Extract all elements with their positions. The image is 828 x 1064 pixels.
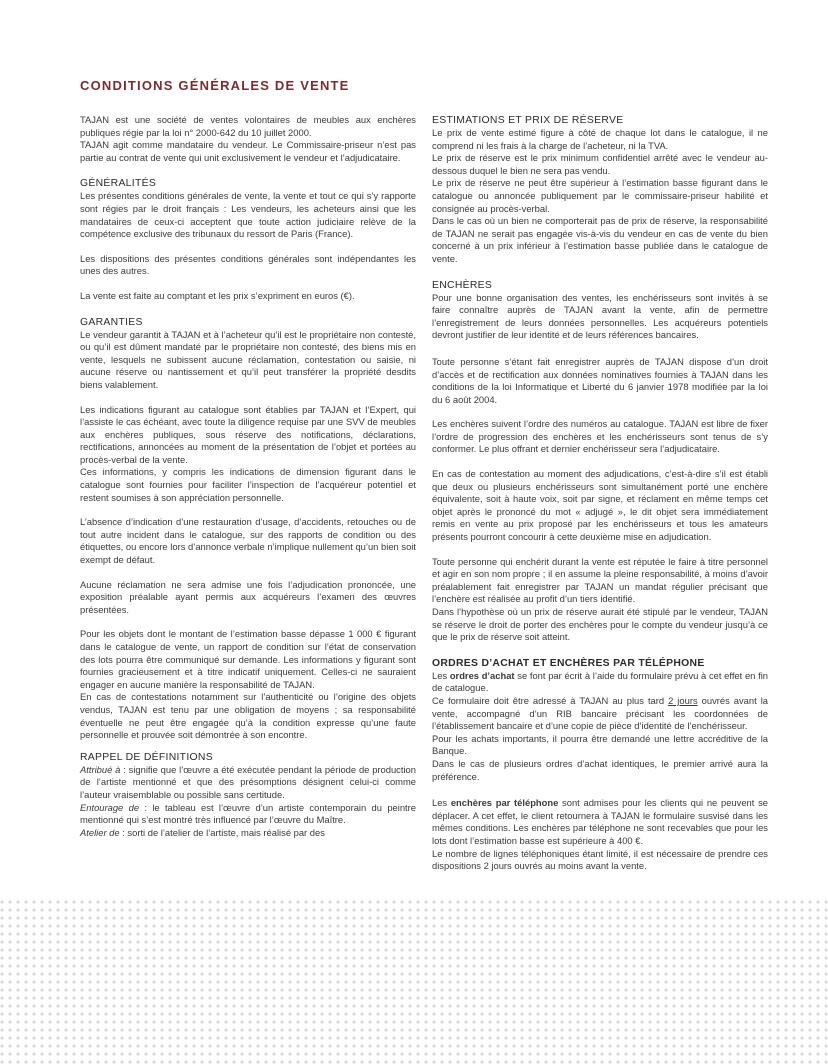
text: Ce formulaire doit être adressé à TAJAN au plus tard — [432, 694, 669, 706]
paragraph: Aucune réclamation ne sera admise une fois l’adjudication prononcée, une exposition préalable ayant permis aux acquéreurs l’examen des œuvres présentées. — [80, 578, 416, 615]
definition-text: : signifie que l’œuvre a été exécutée pendant la période de production de l’artiste mentionné et que des présomptions désignent celui-ci comme l’auteur vraisemblable ou possible sans certitude. — [80, 763, 416, 800]
definition-atelier — [80, 827, 416, 840]
paragraph: Les enchères suivent l’ordre des numéros au catalogue. TAJAN est libre de fixer l’ordre de progression des enchères et les enchérisseurs sont tenus de s’y conformer. Le plus offrant et dernier enchérisseur sera l’adjudicataire. — [432, 418, 768, 455]
section-heading-estimations: ESTIMATIONS ET PRIX DE RÉSERVE — [432, 115, 624, 126]
paragraph: Le vendeur garantit à TAJAN et à l’acheteur qu’il est le propriétaire non contesté, ou qu’il est dûment mandaté par le propriétaire non contesté, des biens mis en vente, lesquels ne subissent aucune réclamation, contestation ou saisie, ni aucune réserve ou nantissement et qu’il peut transférer la propriété desdits biens valablement. — [80, 328, 416, 390]
paragraph: Dans le cas où un bien ne comporterait pas de prix de réserve, la responsabilité de TAJAN ne serait pas engagée vis-à-vis du vendeur en cas de vente du bien concerné à un prix inférieur à l’estimation basse publiée dans le catalogue de vente. — [432, 215, 768, 264]
paragraph: Pour les achats importants, il pourra être demandé une lettre accréditive de la Banque. — [432, 732, 768, 757]
paragraph: Pour les objets dont le montant de l’estimation basse dépasse 1 000 € figurant dans le catalogue de vente, un rapport de condition sur l’état de conservation des lots pourra être communiqué sur demande. Les informations y figurant sont fournies gracieusement et à titre indicatif uniquement. Celles-ci ne sauraient engager en aucune manière la responsabilité de TAJAN. — [80, 628, 416, 690]
definition-term: Atelier de — [80, 826, 120, 838]
bold-term: ordres d’achat — [449, 669, 515, 681]
paragraph: Le prix de vente estimé figure à côté de chaque lot dans le catalogue, il ne comprend ni les frais à la charge de l’acheteur, ni la TVA. — [432, 127, 768, 151]
paragraph: L’absence d’indication d’une restauration d’usage, d’accidents, retouches ou de tout autre incident dans le catalogue, sur des rapports de condition ou des étiquettes, ou encore lors d’annonce verbale n’implique nullement qu’un bien soit exempt de défaut. — [80, 516, 416, 566]
paragraph: Pour une bonne organisation des ventes, les enchérisseurs sont invités à se faire connaître auprès de TAJAN avant la vente, afin de permettre l’enregistrement de leurs données personnelles. Les acquéreurs potentiels devront justifier de leur identité et de leurs références bancaires. — [432, 291, 768, 341]
text: se font par écrit à l’aide du formulaire prévu à cet effet en fin de catalogue. — [432, 669, 768, 694]
section-heading-garanties: GARANTIES — [80, 316, 143, 328]
definition-term: Entourage de — [80, 801, 140, 813]
section-heading-encheres: ENCHÈRES — [432, 279, 493, 291]
paragraph: Les indications figurant au catalogue sont établies par TAJAN et l’Expert, qui l’assiste le cas échéant, avec toute la diligence requise par une SVV de meubles aux enchères publiques, sous réserve des notifications, déclarations, rectifications, annoncées au moment de la présentation de l’objet et portées au procès-verbal de la vente. — [80, 403, 416, 465]
paragraph: Le nombre de lignes téléphoniques étant limité, il est nécessaire de prendre ces dispositions 2 jours ouvrés au moins avant la vente. — [432, 847, 768, 872]
paragraph: Les présentes conditions générales de vente, la vente et tout ce qui s’y rapporte sont régies par le droit français : Les vendeurs, les acheteurs ainsi que les mandataires de ceux-ci acceptent que toute action judiciaire relève de la compétence exclusive des tribunaux du ressort de Paris (France). — [80, 190, 416, 240]
bold-term: enchères par téléphone — [450, 797, 559, 809]
paragraph: Le prix de réserve est le prix minimum confidentiel arrêté avec le vendeur au-dessous duquel le bien ne sera pas vendu. — [432, 152, 768, 176]
underlined-term: 2 jours — [668, 694, 698, 706]
definition-attribue — [80, 764, 416, 802]
section-heading-ordres: ORDRES D’ACHAT ET ENCHÈRES PAR TÉLÉPHONE — [432, 657, 705, 669]
paragraph-ordres — [432, 670, 768, 695]
intro-paragraph: TAJAN agit comme mandataire du vendeur. Le Commissaire-priseur n’est pas partie au contrat de vente qui unit exclusivement le vendeur et l’adjudicataire. — [80, 139, 416, 163]
definition-entourage — [80, 802, 416, 827]
paragraph: En cas de contestation au moment des adjudications, c’est-à-dire s’il est établi que deux ou plusieurs enchérisseurs sont simultanément porté une enchère équivalente, soit à haute voix, soit par signe, et réclament en même temps cet objet après le prononcé du mot « adjugé », le dit objet sera immédiatement remis en vente au prix proposé par les enchérisseurs et tous les amateurs présents pourront concourir à cette deuxième mise en adjudication. — [432, 468, 768, 543]
section-heading-definitions: RAPPEL DE DÉFINITIONS — [80, 751, 213, 763]
intro-paragraph: TAJAN est une société de ventes volontaires de meubles aux enchères publiques régie par la loi n° 2000-642 du 10 juillet 2000. — [80, 114, 416, 138]
paragraph: La vente est faite au comptant et les prix s’expriment en euros (€). — [80, 289, 355, 301]
text: Les — [432, 797, 451, 809]
paragraph: Toute personne qui enchérit durant la vente est réputée le faire à titre personnel et agir en son nom propre ; il en assume la pleine responsabilité, à moins d’avoir préalablement fait enregistrer par TAJAN un mandat régulier précisant que l’enchère est réalisée au profit d’un tiers identifié. — [432, 555, 768, 605]
paragraph: Ces informations, y compris les indications de dimension figurant dans le catalogue sont fournies pour faciliter l’inspection de l’acquéreur potentiel et restent soumises à son appréciation personnelle. — [80, 466, 416, 503]
left-column — [80, 114, 416, 839]
paragraph: Dans le cas de plusieurs ordres d’achat identiques, le premier arrivé aura la préférence. — [432, 757, 768, 782]
page-title: CONDITIONS GÉNÉRALES DE VENTE — [80, 78, 350, 93]
paragraph: Dans l’hypothèse où un prix de réserve aurait été stipulé par le vendeur, TAJAN se réserve le droit de porter des enchères pour le compte du vendeur jusqu’à ce que le prix de réserve soit atteint. — [432, 606, 768, 643]
right-column — [432, 114, 768, 873]
section-heading-generalites: GÉNÉRALITÉS — [80, 178, 157, 190]
text: Les — [432, 669, 450, 681]
paragraph: Le prix de réserve ne peut être supérieur à l’estimation basse figurant dans le catalogue ou annoncée publiquement par le commissaire-priseur habilité et consignée au procès-verbal. — [432, 177, 768, 214]
paragraph: Les dispositions des présentes conditions générales sont indépendantes les unes des autres. — [80, 252, 416, 277]
definition-text: : sorti de l’atelier de l’artiste, mais réalisé par des — [119, 826, 325, 838]
text: sont admises pour les clients qui ne peuvent se déplacer. A cet effet, le client retournera à TAJAN le formulaire susvisé dans les mêmes conditions. Les enchères par téléphone ne sont recevables que pour les lots dont l’estimation basse est supérieure à 400 €. — [432, 797, 768, 846]
paragraph: Toute personne s’étant fait enregistrer auprès de TAJAN dispose d’un droit d’accès et de rectification aux données nominatives fournies à TAJAN dans les conditions de la loi Informatique et Liberté du 6 janvier 1978 modifiée par la loi du 6 août 2004. — [432, 355, 768, 405]
paragraph: En cas de contestations notamment sur l’authenticité ou l’origine des objets vendus, TAJAN est tenu par une obligation de moyens ; sa responsabilité éventuelle ne peut être engagée qu’à la condition expresse qu’une faute personnelle et prouvée soit démontrée à son encontre. — [80, 691, 416, 741]
text: ouvrés avant la vente, accompagné d’un RIB bancaire précisant les coordonnées de l’établissement bancaire et d’une copie de pièce d’identité de l’enchérisseur. — [432, 694, 769, 732]
definition-term: Attribué à — [80, 763, 121, 775]
paragraph-telephone — [432, 797, 768, 847]
dot-pattern-overlay — [0, 900, 828, 1064]
paragraph-formulaire — [432, 695, 768, 733]
definition-text: : le tableau est l’œuvre d’un artiste contemporain du peintre mentionné qui s’est montré très influencé par l’œuvre du Maître. — [80, 801, 416, 826]
